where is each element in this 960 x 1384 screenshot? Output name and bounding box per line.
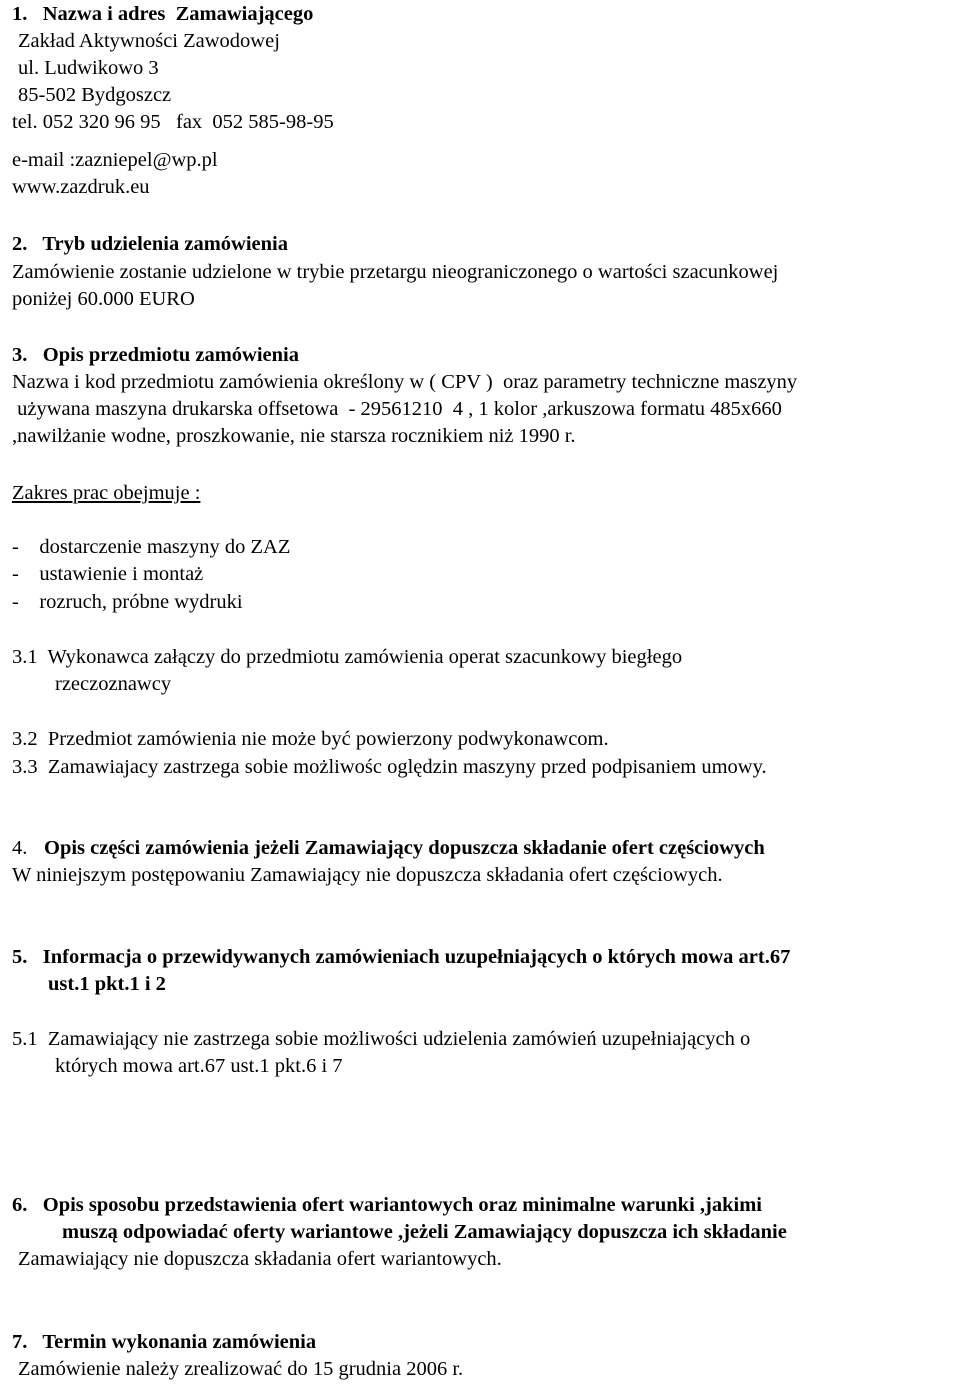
employer-website: www.zazdruk.eu: [12, 176, 150, 198]
point-3-3: 3.3 Zamawiajacy zastrzega sobie możliwośc oględzin maszyny przed podpisaniem umowy.: [12, 756, 767, 778]
section-3-text-line-1: Nazwa i kod przedmiotu zamówienia określony w ( CPV ) oraz parametry techniczne maszyny: [12, 371, 798, 393]
scope-item: - rozruch, próbne wydruki: [12, 591, 243, 613]
section-2-text-line-2: poniżej 60.000 EURO: [12, 288, 195, 310]
employer-phone-fax: tel. 052 320 96 95 fax 052 585-98-95: [12, 111, 334, 133]
section-4-heading: Opis części zamówienia jeżeli Zamawiający dopuszcza składanie ofert częściowych: [44, 837, 765, 859]
point-5-1-line-1: 5.1 Zamawiający nie zastrzega sobie możliwości udzielenia zamówień uzupełniających o: [12, 1028, 751, 1050]
section-5-heading-line-1: 5. Informacja o przewidywanych zamówieniach uzupełniających o których mowa art.67: [12, 946, 791, 968]
section-6-heading-line-1: 6. Opis sposobu przedstawienia ofert wariantowych oraz minimalne warunki ,jakimi: [12, 1194, 762, 1216]
point-3-1-line-1: 3.1 Wykonawca załączy do przedmiotu zamówienia operat szacunkowy biegłego: [12, 646, 683, 668]
section-1-heading: 1. Nazwa i adres Zamawiającego: [12, 3, 314, 25]
section-2-text-line-1: Zamówienie zostanie udzielone w trybie przetargu nieograniczonego o wartości szacunkowej: [12, 261, 779, 283]
employer-email: e-mail :zazniepel@wp.pl: [12, 149, 218, 171]
point-5-1-line-2: których mowa art.67 ust.1 pkt.6 i 7: [55, 1055, 343, 1077]
section-5-heading-line-2: ust.1 pkt.1 i 2: [48, 973, 166, 995]
section-3-text-line-2: używana maszyna drukarska offsetowa - 29561210 4 , 1 kolor ,arkuszowa formatu 485x660: [12, 398, 782, 420]
section-7-text: Zamówienie należy zrealizować do 15 grudnia 2006 r.: [18, 1358, 464, 1380]
section-4-number: 4.: [12, 837, 28, 859]
section-3-text-line-3: ,nawilżanie wodne, proszkowanie, nie starsza rocznikiem niż 1990 r.: [12, 425, 576, 447]
section-3-heading: 3. Opis przedmiotu zamówienia: [12, 344, 299, 366]
scope-item: - dostarczenie maszyny do ZAZ: [12, 536, 291, 558]
point-3-2: 3.2 Przedmiot zamówienia nie może być powierzony podwykonawcom.: [12, 728, 609, 750]
section-7-heading: 7. Termin wykonania zamówienia: [12, 1331, 317, 1353]
section-6-text: Zamawiający nie dopuszcza składania ofert wariantowych.: [18, 1248, 502, 1270]
employer-city: 85-502 Bydgoszcz: [18, 84, 172, 106]
scope-heading: Zakres prac obejmuje :: [12, 482, 201, 504]
section-4-text: W niniejszym postępowaniu Zamawiający nie dopuszcza składania ofert częściowych.: [12, 864, 723, 886]
employer-name: Zakład Aktywności Zawodowej: [18, 30, 280, 52]
point-3-1-line-2: rzeczoznawcy: [55, 673, 172, 695]
section-6-heading-line-2: muszą odpowiadać oferty wariantowe ,jeżeli Zamawiający dopuszcza ich składanie: [62, 1221, 787, 1243]
scope-item: - ustawienie i montaż: [12, 563, 204, 585]
employer-street: ul. Ludwikowo 3: [18, 57, 159, 79]
section-2-heading: 2. Tryb udzielenia zamówienia: [12, 233, 288, 255]
